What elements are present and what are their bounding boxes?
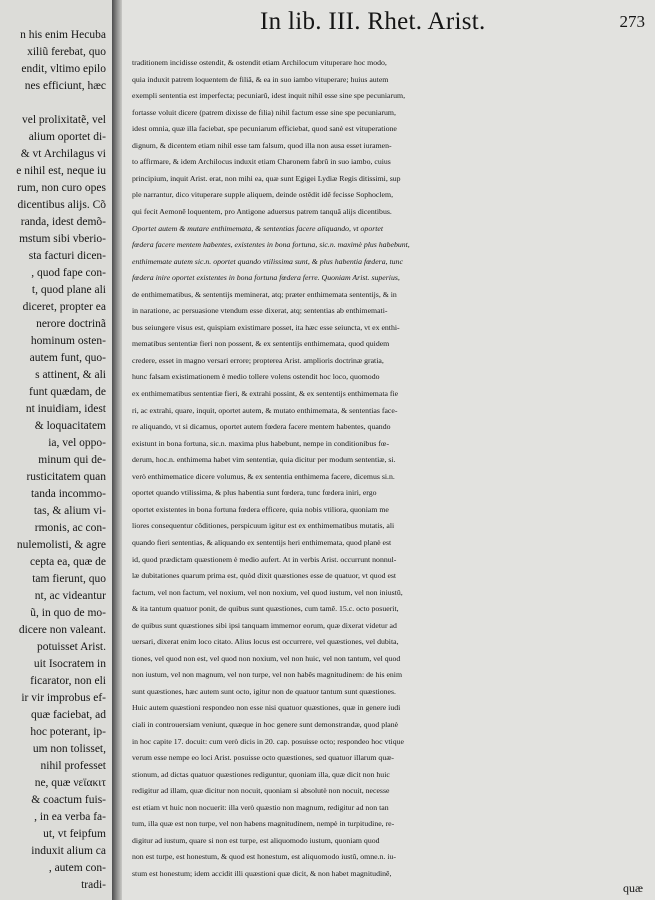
left-page-line: nt, ac videantur (34, 590, 106, 602)
text-line: Oportet autem & mutare enthimemata, & sententias facere aliquando, vt oportet (132, 223, 384, 233)
left-page-line: dicere non valeant. (18, 624, 106, 636)
left-page-line: tam fierunt, quo (32, 573, 106, 585)
text-line: existunt in bona fortuna, sic.n. maxima plus habebunt, nempe in conditionibus fœ- (132, 438, 390, 448)
left-page-line: uit Isocratem in (33, 658, 106, 670)
left-page-line: ũ, in quo de mo- (30, 607, 106, 619)
text-line: hunc falsam existimationem è medio tollere volens ostendit hoc loco, quomodo (132, 372, 380, 382)
text-line: stum est honestum; idem accidit illi quæstioni quæ dicit, & non habet magnitudinẽ, (132, 868, 392, 878)
left-page-line: , in ea verba fa- (34, 811, 106, 823)
book-gutter (112, 0, 122, 900)
text-line: fœdera inire oportet existentes in bona fortuna fœdera ferre. Quoniam Arist. superius, (132, 273, 400, 283)
left-page-line: funt quædam, de (29, 386, 106, 398)
text-line: derum, hoc.n. enthimema habet vim sententiæ, quia dicitur per modum sententiæ, si. (132, 455, 396, 465)
right-page (122, 0, 655, 900)
left-page-line: hoc poterant, ip- (30, 726, 106, 738)
left-page-line: vel prolixitatẽ, vel (22, 114, 106, 126)
text-line: liores consequentur cõditiones, perspicuum igitur est ex enthimematibus mutatis, ali (132, 521, 395, 531)
text-line: ri, ac extrahi, quare, inquit, oportet autem, & mutato enthimemata, & sententias face- (132, 405, 398, 415)
text-line: de quibus sunt quæstiones sibi ipsi tanquam immemor eorum, quæ dixerat videtur ad (132, 620, 397, 630)
text-line: exempli sententia est imperfecta; pecuniarũ, idest inquit nihil esse sine spe pecuniarum, (132, 91, 406, 101)
text-line: oportet existentes in bona fortuna fœdera efficere, quia nobis vtiliora, quoniam me (132, 504, 389, 514)
text-line: principium, inquit Arist. erat, non mihi ea, quæ sunt Egigei Lydiæ Regis ditissimi, sup (132, 173, 401, 183)
text-line: credere, esset in magno versari errore; propterea Arist. amplioris doctrinæ gratia, (132, 355, 384, 365)
left-page-line: ia, vel oppo- (48, 437, 106, 449)
left-page-line: s attinent, & ali (35, 369, 106, 381)
text-line: tum, illa quæ est non turpe, vel non habens magnitudinem, nempè in turpitudine, re- (132, 819, 395, 829)
left-page-line: nes efficiunt, hæc (24, 80, 106, 92)
left-page-line: nt inuidiam, idest (25, 403, 106, 415)
left-page-line: randa, idest demõ- (20, 216, 106, 228)
text-line: to affirmare, & idem Archilocus induxit etiam Charonem fabrũ in suo iambo, cuius (132, 157, 391, 167)
left-page-line: e nihil est, neque iu (16, 165, 106, 177)
left-page-line: ut, vt feipfum (43, 828, 106, 840)
text-line: ex enthimematibus sententiæ fieri, & extrahi possint, & ex sententijs enthimemata fie (132, 389, 399, 398)
left-page-line: tradi- (81, 879, 106, 891)
text-line: enthimemate autem sic.n. oportet quando vtilissima sunt, & plus habentia fœdera, tunc (132, 256, 403, 266)
text-line: dignum, & dicentem etiam nihil esse tam falsum, quod illa non ausa esset iuramen- (132, 140, 392, 150)
text-line: de enthimematibus, & sententijs meminerat, atq; præter enthimemata sententijs, & in (132, 289, 397, 299)
left-page-line: tas, & alium vi- (33, 505, 106, 517)
text-line: bus seiungere visus est, quispiam existimare posset, ita hæc esse seiuncta, vt ex enthi- (132, 322, 400, 332)
text-line: tiones, vel quod non est, vel quod non noxium, vel non huic, vel non tantum, vel quod (132, 653, 401, 663)
left-page-line: hominum osten- (30, 335, 106, 347)
left-page-line: dicentibus alijs. Cõ (17, 199, 106, 211)
left-page-line: sta facturi dicen- (28, 250, 106, 262)
text-line: quando fieri sententias, & aliquando ex sententijs heri enthimemata, quod planè est (132, 537, 392, 547)
left-page-line: & vt Archilagus vi (20, 148, 106, 160)
text-line: in naratione, ac persuasione vtendum esse dixerat, atq; sententias ab enthimemati- (132, 306, 388, 316)
left-page-line: potuisset Arist. (36, 641, 106, 653)
left-page-line: alium oportet di- (28, 131, 106, 143)
left-page-line: quæ faciebat, ad (30, 709, 106, 721)
text-line: idest omnia, quæ illa faciebat, spe pecuniarum efficiebat, quod sanè est vituperatione (132, 124, 397, 134)
text-line: id, quod prædictam quæstionem è medio aufert. At in verbis Arist. occurrunt nonnul- (132, 554, 397, 564)
left-page-line: endit, vltimo epilo (21, 63, 106, 75)
left-page-line: diceret, propter ea (22, 301, 106, 313)
catchword: quæ (622, 881, 643, 895)
text-line: qui fecit Aemonẽ loquentem, pro Antigone aduersus patrem tanquã alijs dicentibus. (132, 206, 392, 216)
text-line: ple narrantur, dico vituperare supple aliquem, deinde ostẽdit idẽ fecisse Sophoclem, (132, 190, 394, 200)
left-page-line: xiliũ ferebat, quo (27, 46, 106, 58)
text-line: non iustum, vel non magnum, vel non turpe, vel non habẽs magnitudinem: de his enim (132, 670, 403, 680)
left-page-line: nulemolisti, & agre (16, 539, 106, 551)
left-page-line: cepta ea, quæ de (30, 556, 106, 568)
left-page-line: minum qui de- (38, 454, 106, 466)
page-header (122, 8, 655, 40)
text-line: in hoc capite 17. docuit: cum verò dicis in 20. cap. posuisse octo; respondeo hoc vtique (132, 736, 404, 746)
text-line: factum, vel non factum, vel noxium, vel non noxium, vel quod iustum, vel non iniustũ, (132, 587, 403, 597)
left-page-line: ne, quæ νεϊακιτ (34, 777, 106, 789)
left-page-line: t, quod plane ali (31, 284, 106, 296)
text-line: & ita tantum quatuor ponit, de quibus sunt quæstiones, cum tamẽ. 15.c. octo posuerit, (132, 604, 399, 614)
left-page-line: & loquacitatem (34, 420, 106, 432)
text-line: læ dubitationes quarum prima est, quòd dixit quæstiones esse de quatuor, vt quod est (132, 571, 397, 581)
text-line: est etiam vt huic non nocuerit: illa verò quæstio non magnum, redigitur ad non tan (132, 802, 389, 812)
left-page-line: , quod fape con- (31, 267, 106, 279)
page-number: 273 (619, 12, 645, 31)
left-page-line: & coactum fuis- (31, 794, 106, 806)
text-line: verum esse nempe eo loci Arist. posuisse octo quæstiones, sed quatuor illarum quæ- (132, 753, 395, 763)
text-line: stionum, ad dictas quatuor quæstiones rediguntur, quoniam illa, quæ dicit non huic (132, 769, 390, 779)
text-line: uersari, dixerat enim loco citato. Alius locus est occurrere, vel quæstiones, vel dubita, (132, 637, 399, 647)
left-page-line: ir vir improbus ef- (21, 692, 106, 704)
text-line: sunt quæstiones, hæc autem sunt octo, igitur non de quatuor tantum sunt quæstiones. (132, 686, 396, 696)
text-line: digitur ad iustum, quare si non est turpe, est aliquomodo iustum, quoniam quod (132, 835, 380, 845)
text-line: fortasse voluit dicere (patrem dixisse de filia) nihil factum esse sine spe pecuniarum, (132, 107, 396, 117)
left-page-line: tanda incommo- (30, 488, 106, 500)
text-line: non est turpe, est honestum, & quod est honestum, est aliquomodo iustũ, omne.n. iu- (132, 852, 396, 862)
text-line: Huic autem quæstioni respondeo non esse nisi quatuor quæstiones, quæ in genere iudi (132, 703, 401, 713)
left-page-line: , autem con- (48, 862, 106, 874)
left-page-line: autem funt, quo- (29, 352, 106, 364)
left-page-line: induxit alium ca (31, 845, 106, 857)
left-page-line: ficarator, non eli (30, 675, 106, 687)
left-page-line: nihil professet (40, 760, 106, 772)
left-page-line: nerore doctrinã (36, 318, 106, 330)
text-line: redigitur ad illam, quæ dicitur non nocuit, quoniam si absolutè non nocuit, necesse (132, 786, 390, 796)
text-line: traditionem incidisse ostendit, & ostendit etiam Archilocum vituperare hoc modo, (132, 58, 387, 67)
left-page-line: mstum sibi vberio- (19, 233, 106, 245)
left-page-line: rmonis, ac con- (34, 522, 106, 534)
text-line: quia induxit patrem loquentem de filiâ, & ea in suo iambo vituperare; huius autem (132, 74, 389, 84)
text-line: fœdera facere mentem habentes, existentes in bona fortuna, sic.n. maximè plus habebunt, (132, 240, 410, 250)
left-page-line: um non tolisset, (32, 743, 106, 755)
left-page (0, 0, 112, 900)
text-line: re aliquando, vt si dicamus, oportet autem fœdera facere mentem habentes, quando (132, 422, 391, 432)
running-title: In lib. III. Rhet. Arist. (260, 8, 486, 35)
text-line: oportet quando vtilissima, & plus habentia sunt fœdera, tunc fœdera iniri, ergo (132, 488, 377, 498)
left-page-line: n his enim Hecuba (20, 29, 106, 41)
text-line: ciali in controuersiam veniunt, quæque in hoc genere sunt demonstrandæ, quod planè (132, 720, 399, 729)
text-line: mematibus sententiæ fieri non possent, & ex sententijs enthimemata, quod quidem (132, 339, 390, 349)
left-page-line: rum, non curo opes (17, 182, 106, 194)
left-page-line: rusticitatem quan (26, 471, 106, 483)
text-line: verò enthimematice dicere volumus, & ex sententia enthimema facere, dicemus si.n. (132, 471, 395, 481)
